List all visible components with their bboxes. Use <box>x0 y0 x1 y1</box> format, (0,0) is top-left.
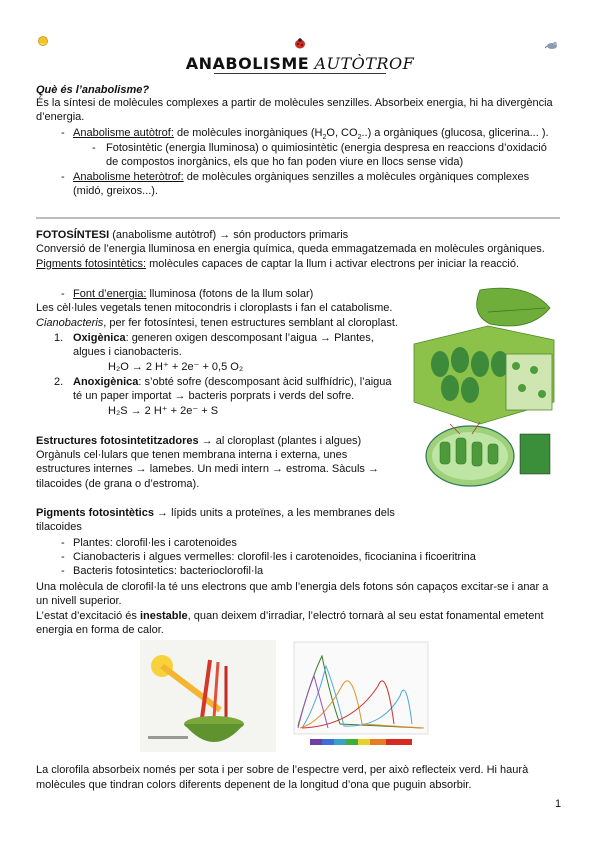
title-part-1: ANABOLISME <box>185 54 310 73</box>
sub-line-2: de compostos inorgànics, els que ho fan poden viure en llocs sense vida) <box>106 156 464 168</box>
page-number: 1 <box>555 798 562 810</box>
bullet-dash: - <box>61 537 65 549</box>
pigments-definition <box>36 257 519 272</box>
estructures-heading <box>36 434 361 449</box>
sun-icon <box>36 34 50 46</box>
pigments-para-2-line-2: energia en forma de calor. <box>36 624 164 636</box>
pigments-heading <box>36 506 395 521</box>
item-1 <box>73 331 374 346</box>
bullet-dash: - <box>61 127 65 139</box>
heterotrof-text: de molècules orgàniques senzilles a molècules orgàniques complexes <box>183 171 530 183</box>
title-underline <box>214 73 386 74</box>
p2-b: , quan deixem d’irradiar, l’electró tornarà al seu estat fonamental emetent <box>187 610 544 622</box>
fotosintesi-heading <box>36 228 348 243</box>
equation-2: H₂S → 2 H⁺ + 2e⁻ + S <box>108 405 219 417</box>
estructures-heading-rest: → al cloroplast (plantes i algues) <box>198 435 362 447</box>
pigments-text: molècules capaces de captar la llum i activar electrons per iniciar la reacció. <box>146 258 520 270</box>
bullet-dash: - <box>61 551 65 563</box>
p2-a: L’estat d’excitació és <box>36 610 140 622</box>
section-divider <box>36 217 560 219</box>
bullet-dash: - <box>61 288 65 300</box>
autotrof-text-c: ..) a orgàniques (glucosa, glicerina... ). <box>361 127 549 139</box>
equation-1: H₂O → 2 H⁺ + 2e⁻ + 0,5 O₂ <box>108 361 244 373</box>
absorption-spectrum <box>282 636 432 752</box>
mouse-icon <box>545 37 559 47</box>
pigments-heading-bold: Pigments fotosintètics <box>36 507 154 519</box>
fotosintesi-line-1: Conversió de l’energia lluminosa en energia química, queda emmagatzemada en molècules orgàniques. <box>36 243 545 255</box>
final-line-2: molècules que tindran colors diferents depenent de la longitud d’ona que puguin absorbir. <box>36 779 472 791</box>
font-text: lluminosa (fotons de la llum solar) <box>146 288 314 300</box>
item-1-bold: Oxigènica <box>73 332 126 344</box>
pigments-para-1-line-1: Una molècula de clorofil·la té uns electrons que amb l’energia dels fotons són capaços excitar-se i anar a <box>36 581 549 593</box>
estructures-line-1: Orgànuls cel·lulars que tenen membrana interna i externa, unes <box>36 449 348 461</box>
ladybug-icon <box>294 36 306 47</box>
fotosintesi-heading-rest: (anabolisme autòtrof) → són productors primaris <box>109 229 349 241</box>
item-1-number: 1. <box>54 332 64 344</box>
ciano-line <box>36 316 398 331</box>
bullet-dash: - <box>61 171 65 183</box>
bullet-dash: - <box>61 565 65 577</box>
autotrof-item: Anabolisme autòtrof: de molècules inorgàniques ($H_2O$, $CO_2$..) a orgàniques (glucosa, glicerina... ). <box>73 127 549 142</box>
heterotrof-line-2: (midó, greixos...). <box>73 185 158 197</box>
page-title <box>0 54 600 74</box>
bullet-dash: - <box>92 142 96 154</box>
pigment-item: Bacteris fotosintetics: bacterioclorofil·la <box>73 565 264 577</box>
intro-line-2: d’energia. <box>36 111 85 123</box>
autotrof-text-a: de molècules inorgàniques (H <box>173 127 323 139</box>
pigment-item: Cianobacteris i algues vermelles: clorofil·les i carotenoides, ficocianina i ficoeritrina <box>73 551 476 563</box>
ciano-rest: , per fer fotosíntesi, tenen estructures semblant al cloroplast. <box>103 317 398 329</box>
fotosintesi-heading-bold: FOTOSÍNTESI <box>36 229 110 241</box>
pigments-line-2: tilacoides <box>36 521 82 533</box>
autotrof-text-b: O, CO <box>326 127 358 139</box>
intro-line-1: És la síntesi de molècules complexes a partir de molècules senzilles. Absorbeix energia, hi ha divergència <box>36 97 553 109</box>
cel-line-1: Les cèl·lules vegetals tenen mitocondris i cloroplasts i fan el catabolisme. <box>36 302 393 314</box>
item-2-line-2: té un paper importat → bacteris porprats i verds del sofre. <box>73 390 355 402</box>
ciano-italic: Cianobacteris <box>36 317 104 329</box>
font-label: Font d’energia: <box>73 288 147 300</box>
heterotrof-label: Anabolisme heteròtrof: <box>73 171 184 183</box>
final-line-1: La clorofila absorbeix només per sota i per sobre de l’espectre verd, per això reflecteix verd. Hi haurà <box>36 764 529 776</box>
estructures-line-2: estructures internes → lamebes. Un medi intern → estroma. Sàculs → <box>36 463 379 475</box>
item-1-rest: : generen oxigen descomposant l’aigua → Plantes, <box>125 332 374 344</box>
sunlight-illustration <box>140 640 276 752</box>
item-2-bold: Anoxigènica <box>73 376 139 388</box>
title-part-2: AUTÒTROF <box>314 54 415 73</box>
item-1-line-2: algues i cianobacteris. <box>73 346 182 358</box>
p2-bold: inestable <box>139 610 188 622</box>
leaf-illustration <box>410 284 560 514</box>
pigments-para-1-line-2: un nivell superior. <box>36 595 122 607</box>
intro-heading: Què és l’anabolisme? <box>36 84 150 96</box>
estructures-line-3: tilacoides (de grana o d’estroma). <box>36 478 200 490</box>
pigment-item: Plantes: clorofil·les i carotenoides <box>73 537 237 549</box>
heterotrof-item <box>73 170 529 185</box>
sub-line-1: Fotosintètic (energia lluminosa) o quimiosintètic (energia despresa en reaccions d’oxidació <box>106 142 547 154</box>
estructures-heading-bold: Estructures fotosintetitzadores <box>36 435 199 447</box>
item-2 <box>73 375 392 390</box>
font-energia-item <box>73 287 313 302</box>
item-2-rest: : s’obté sofre (descomposant àcid sulfhídric), l’aigua <box>138 376 392 388</box>
pigments-heading-rest: → lípids units a proteïnes, a les membranes dels <box>153 507 395 519</box>
pigments-para-2 <box>36 609 544 624</box>
autotrof-label: Anabolisme autòtrof: <box>73 127 174 139</box>
item-2-number: 2. <box>54 376 64 388</box>
pigments-label: Pigments fotosintètics: <box>36 258 147 270</box>
